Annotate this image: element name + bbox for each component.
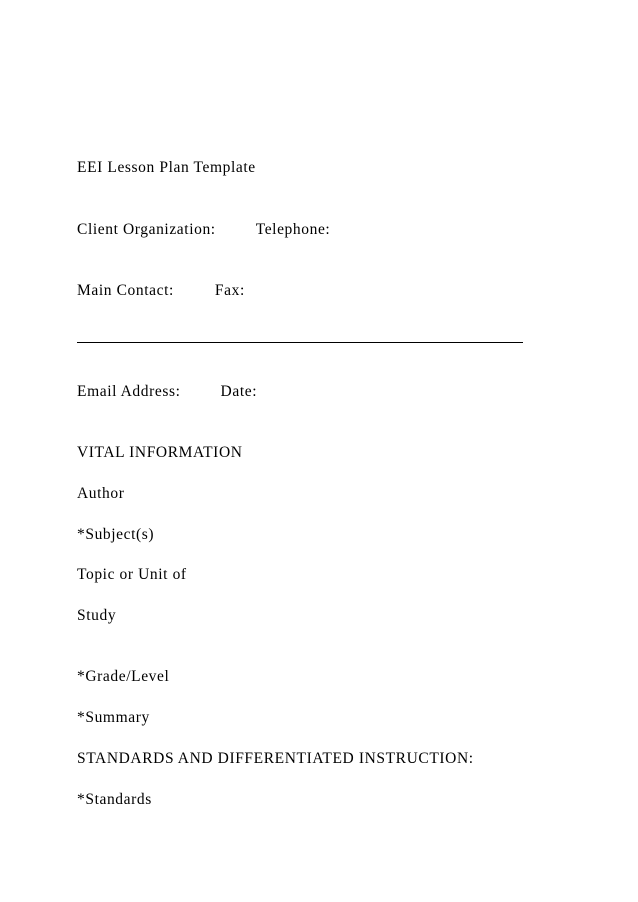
- subjects-label: *Subject(s): [77, 526, 155, 543]
- telephone-label: Telephone:: [255, 221, 331, 238]
- contact-fax-row: [77, 281, 245, 301]
- topic-label-line2: Study: [77, 607, 117, 624]
- fax-label: Fax:: [214, 282, 245, 299]
- summary-label: *Summary: [77, 709, 150, 726]
- document-title: EEI Lesson Plan Template: [77, 159, 256, 176]
- vital-information-heading: VITAL INFORMATION: [77, 444, 243, 461]
- standards-label: *Standards: [77, 791, 152, 808]
- client-telephone-row: [77, 220, 330, 240]
- date-label: Date:: [220, 383, 258, 400]
- main-contact-label: Main Contact:: [77, 282, 174, 299]
- author-label: Author: [77, 485, 125, 502]
- client-organization-label: Client Organization:: [77, 221, 216, 238]
- divider-line: [77, 342, 523, 343]
- topic-label-line1: Topic or Unit of: [77, 566, 187, 583]
- grade-level-label: *Grade/Level: [77, 668, 170, 685]
- email-date-row: [77, 382, 257, 402]
- standards-heading: STANDARDS AND DIFFERENTIATED INSTRUCTION:: [77, 750, 474, 767]
- email-address-label: Email Address:: [77, 383, 181, 400]
